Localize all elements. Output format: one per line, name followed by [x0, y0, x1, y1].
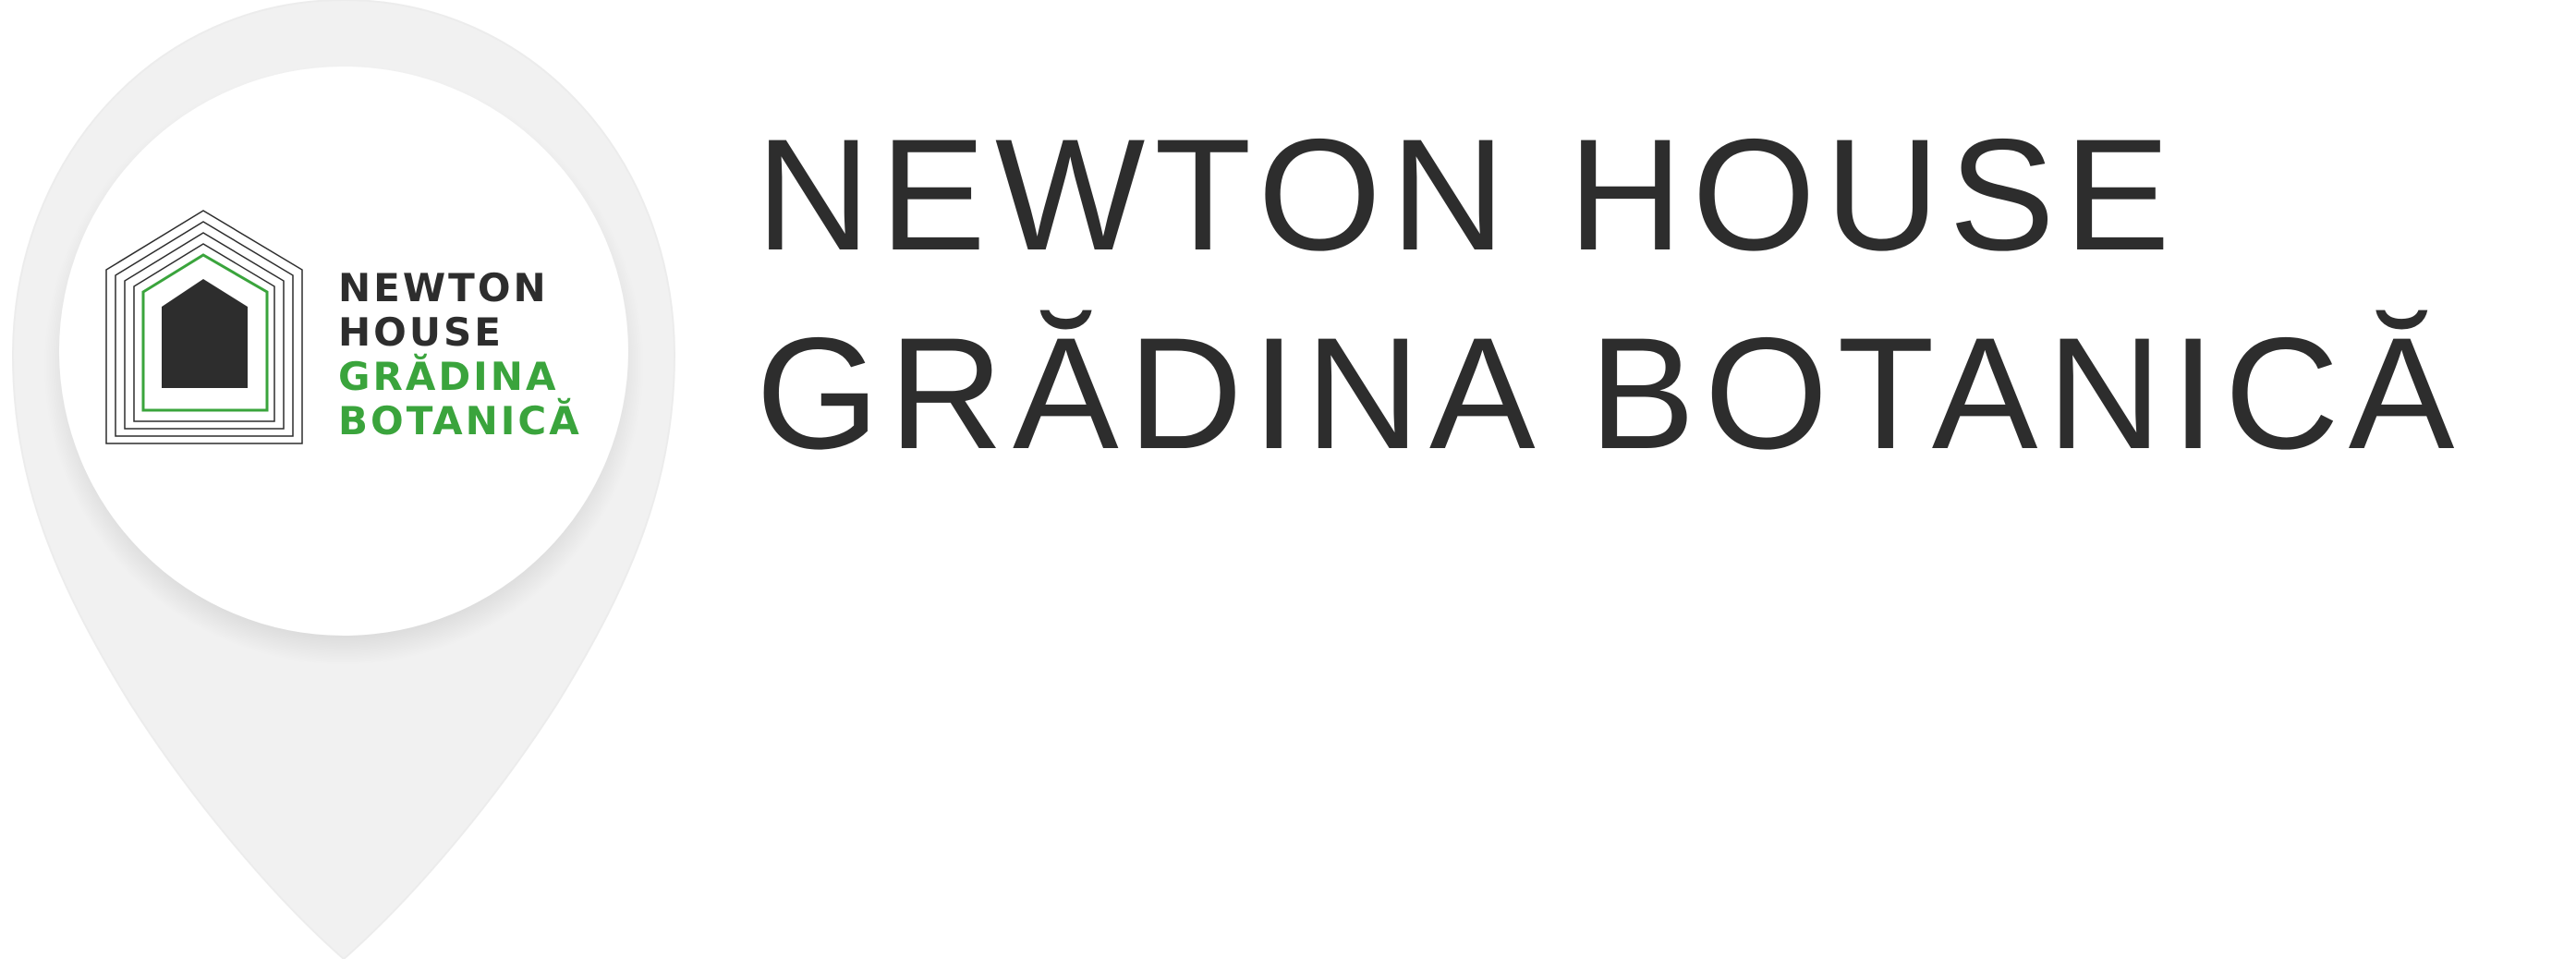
map-pin-icon [0, 0, 702, 959]
heading-line-2: GRĂDINA BOTANICĂ [756, 305, 2464, 482]
logo-line-gradina: GRĂDINA [338, 354, 559, 399]
heading-line-1: NEWTON HOUSE [756, 106, 2180, 284]
logo-line-newton: NEWTON [338, 265, 549, 310]
logo-line-house: HOUSE [338, 310, 504, 355]
logo-wordmark [338, 266, 582, 443]
logo-line-botanica: BOTANICĂ [338, 398, 582, 443]
